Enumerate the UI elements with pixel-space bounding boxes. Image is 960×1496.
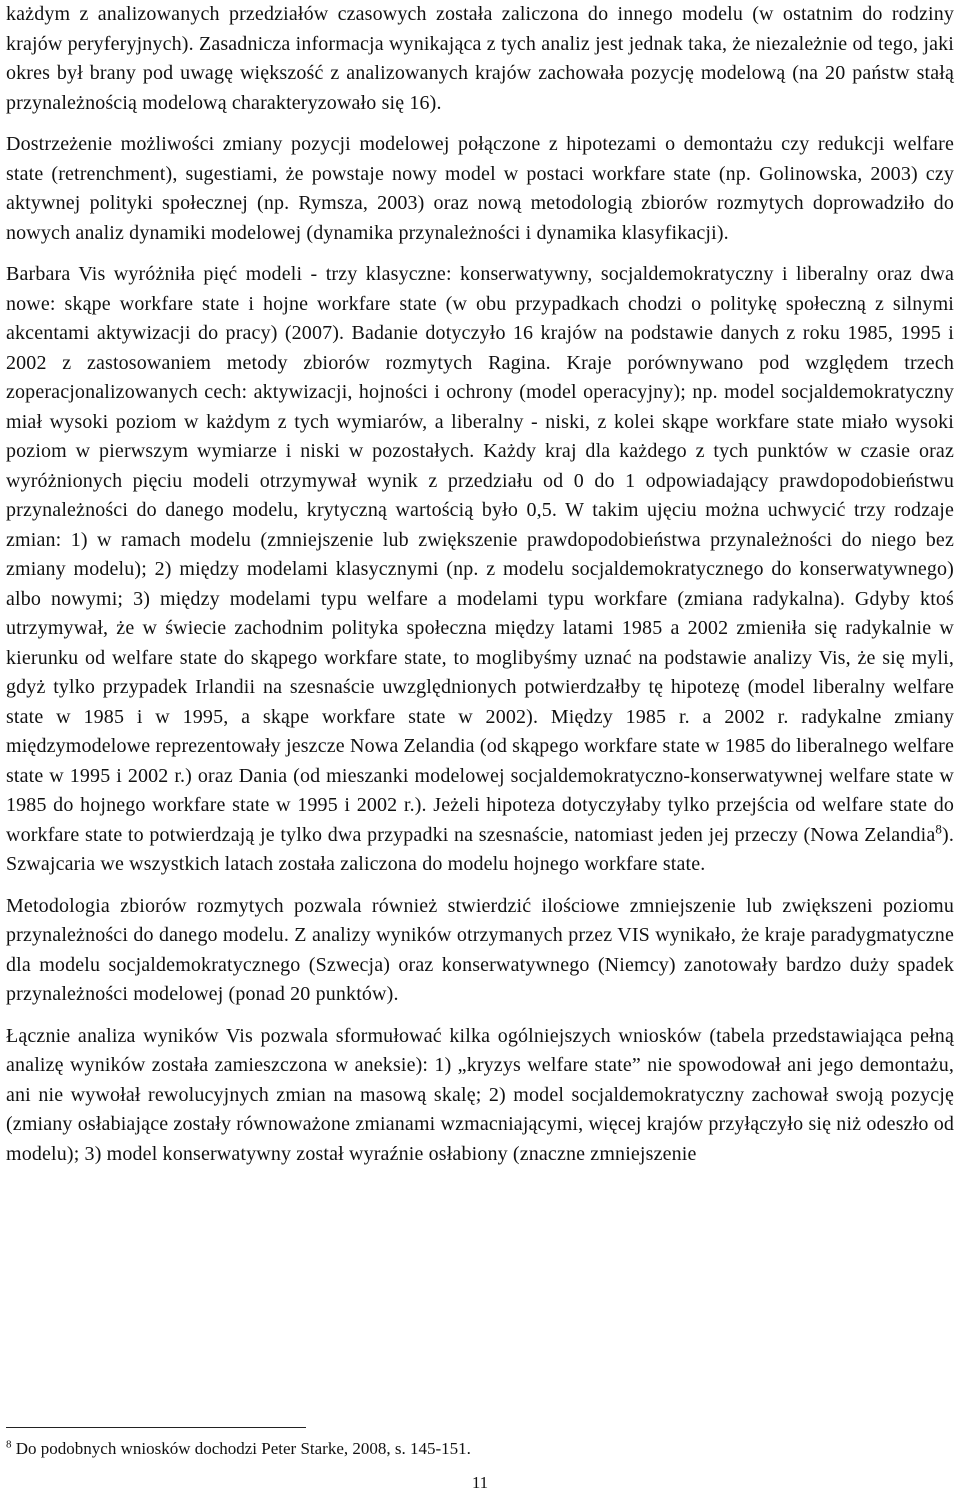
paragraph-3-text-b: ). Szwajcaria we wszystkich latach została zaliczona do modelu hojnego workfare state. <box>6 823 954 875</box>
paragraph-3 <box>6 260 954 880</box>
footnote-divider <box>6 1427 306 1428</box>
footnote-text: Do podobnych wniosków dochodzi Peter Starke, 2008, s. 145-151. <box>11 1439 471 1458</box>
paragraph-1: każdym z analizowanych przedziałów czasowych została zaliczona do innego modelu (w ostatnim do rodziny krajów peryferyjnych). Zasadnicza informacja wynikająca z tych analiz jest jednak taka, że niezależnie od tego, jaki okres był brany pod uwagę większość z analizowanych krajów zachowała pozycję modelową (na 20 państw stałą przynależnością modelową charakteryzowało się 16). <box>6 3 954 114</box>
page-number: 11 <box>471 1473 489 1492</box>
paragraph-3-text-a: Barbara Vis wyróżniła pięć modeli - trzy klasyczne: konserwatywny, socjaldemokratyczny i liberalny oraz dwa nowe: skąpe workfare state i hojne workfare state (w obu przypadkach chodzi o politykę społeczną z silnymi akcentami aktywizacji do pracy) (2007). Badanie dotyczyło 16 krajów na podstawie danych z roku 1985, 1995 i 2002 z zastosowaniem metody zbiorów rozmytych Ragina. Kraje porównywano pod względem trzech zoperacjonalizowanych cech: aktywizacji, hojności i ochrony (model operacyjny); np. model socjaldemokratyczny miał wysoki poziom w każdym z tych wymiarów, a liberalny - niski, z kolei skąpe workfare state miało wysoki poziom w pierwszym wymiarze i niski w pozostałych. Każdy kraj dla każdego z tych punktów w czasie oraz wyróżnionych pięciu modeli otrzymywał wynik z przedziału od 0 do 1 odpowiadający prawdopodobieństwu przynależności do danego modelu, krytyczną wartością było 0,5. W takim ujęciu można uchwycić trzy rodzaje zmian: 1) w ramach modelu (zmniejszenie lub zwiększenie prawdopodobieństwa przynależności do niego bez zmiany modelu); 2) między modelami klasycznymi (np. z modelu socjaldemokratycznego do konserwatywnego) albo nowymi; 3) między modelami typu welfare a modelami typu workfare (zmiana radykalna). Gdyby ktoś utrzymywał, że w świecie zachodnim polityka społeczna między latami 1985 a 2002 zmieniła się radykalnie w kierunku od welfare state do skąpego workfare state, to moglibyśmy uznać na podstawie analizy Vis, że się myli, gdyż tylko przypadek Irlandii na szesnaście uwzględnionych potwierdzałby tę hipotezę (model liberalny welfare state w 1985 i w 1995, a skąpe workfare state w 2002). Między 1985 r. a 2002 r. radykalne zmiany międzymodelowe reprezentowały jeszcze Nowa Zelandia (od skąpego workfare state w 1985 do liberalnego welfare state w 1995 i 2002 r.) oraz Dania (od mieszanki modelowej socjaldemokratyczno-konserwatywnej welfare state w 1985 do hojnego workfare state w 1995 i 2002 r.). Jeżeli hipoteza dotyczyłaby tylko przejścia od welfare state do workfare state to potwierdzają je tylko dwa przypadki na szesnaście, natomiast jeden jej przeczy (Nowa Zelandia <box>6 263 954 846</box>
paragraph-5: Łącznie analiza wyników Vis pozwala sformułować kilka ogólniejszych wniosków (tabela przedstawiająca pełną analizę wyników została zamieszczona w aneksie): 1) „kryzys welfare state” nie spowodował ani jego demontażu, ani nie wywołał rewolucyjnych zmian na masową skalę; 2) model socjaldemokratyczny zachował swoją pozycję (zmiany osłabiające zostały równoważone zmianami wzmacniającymi, więcej krajów przyłączyło się niż odeszło od modelu); 3) model konserwatywny został wyraźnie osłabiony (znaczne zmniejszenie <box>6 1024 954 1165</box>
footnote-reference-8[interactable]: 8 <box>935 820 943 836</box>
footnote-marker: 8 <box>6 1438 12 1451</box>
paragraph-4: Metodologia zbiorów rozmytych pozwala również stwierdzić ilościowe zmniejszenie lub zwiększeni poziomu przynależności do danego modelu. Z analizy wyników otrzymanych przez VIS wynikało, że kraje paradygmatyczne dla modelu socjaldemokratycznego (Szwecja) oraz konserwatywnego (Niemcy) zanotowały bardzo duży spadek przynależności modelowej (ponad 20 punktów). <box>6 894 954 1005</box>
footnote <box>6 1438 471 1460</box>
paragraph-2: Dostrzeżenie możliwości zmiany pozycji modelowej połączone z hipotezami o demontażu czy redukcji welfare state (retrenchment), sugestiami, że powstaje nowy model w postaci workfare state (np. Golinowska, 2003) czy aktywnej polityki społecznej (np. Rymsza, 2003) oraz nową metodologią zbiorów rozmytych doprowadziło do nowych analiz dynamiki modelowej (dynamika przynależności i dynamika klasyfikacji). <box>6 133 954 244</box>
